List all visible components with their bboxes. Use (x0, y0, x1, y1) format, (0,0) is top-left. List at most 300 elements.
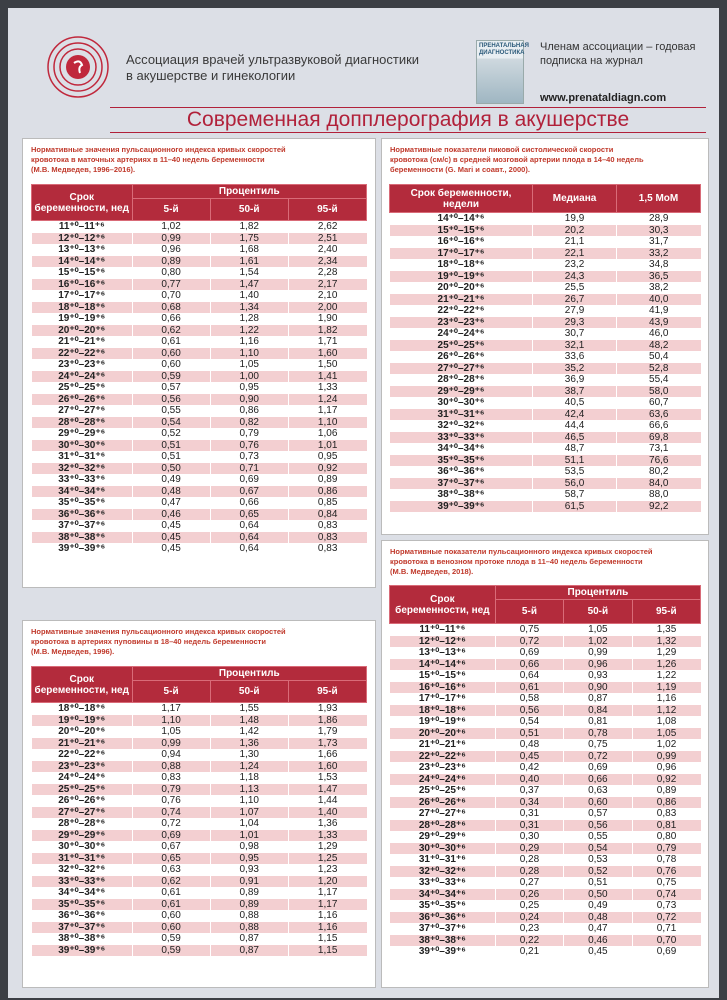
table-row (32, 945, 367, 957)
value-cell: 0,99 (632, 751, 700, 763)
term-cell: 13⁺⁰–13⁺⁶ (32, 244, 133, 256)
term-cell: 14⁺⁰–14⁺⁶ (390, 659, 496, 671)
value-cell: 66,6 (617, 420, 701, 432)
term-cell: 33⁺⁰–33⁺⁶ (32, 876, 133, 888)
value-cell: 0,40 (495, 774, 563, 786)
column-header-percentile: Процентиль (132, 185, 367, 199)
table-row (32, 405, 367, 417)
column-header-term: Срок беременности, недели (390, 185, 533, 213)
value-cell: 0,51 (132, 451, 210, 463)
column-header-p5: 5-й (495, 600, 563, 624)
value-cell: 1,05 (210, 359, 288, 371)
term-cell: 35⁺⁰–35⁺⁶ (390, 900, 496, 912)
table-row (390, 282, 701, 294)
value-cell: 1,10 (210, 795, 288, 807)
term-cell: 25⁺⁰–25⁺⁶ (32, 382, 133, 394)
value-cell: 1,93 (288, 703, 366, 715)
value-cell: 0,89 (288, 474, 366, 486)
value-cell: 0,64 (210, 520, 288, 532)
term-cell: 25⁺⁰–25⁺⁶ (390, 785, 496, 797)
value-cell: 21,1 (533, 236, 617, 248)
value-cell: 0,69 (632, 946, 700, 958)
term-cell: 22⁺⁰–22⁺⁶ (32, 348, 133, 360)
table-row (390, 693, 701, 705)
value-cell: 0,76 (132, 795, 210, 807)
value-cell: 0,96 (564, 659, 632, 671)
value-cell: 2,17 (288, 279, 366, 291)
term-cell: 39⁺⁰–39⁺⁶ (390, 501, 533, 513)
term-cell: 28⁺⁰–28⁺⁶ (390, 374, 533, 386)
value-cell: 0,69 (564, 762, 632, 774)
term-cell: 31⁺⁰–31⁺⁶ (32, 853, 133, 865)
value-cell: 0,61 (132, 336, 210, 348)
table-row (32, 451, 367, 463)
value-cell: 1,23 (288, 864, 366, 876)
value-cell: 0,54 (495, 716, 563, 728)
umbilical-artery-table (31, 666, 367, 956)
term-cell: 16⁺⁰–16⁺⁶ (390, 682, 496, 694)
value-cell: 63,6 (617, 409, 701, 421)
value-cell: 0,34 (495, 797, 563, 809)
mca-table (389, 184, 701, 512)
association-logo-icon (46, 35, 110, 99)
term-cell: 21⁺⁰–21⁺⁶ (390, 739, 496, 751)
value-cell: 61,5 (533, 501, 617, 513)
value-cell: 1,24 (210, 761, 288, 773)
term-cell: 17⁺⁰–17⁺⁶ (390, 248, 533, 260)
table-row (32, 267, 367, 279)
table-row (32, 749, 367, 761)
value-cell: 43,9 (617, 317, 701, 329)
table-row (390, 647, 701, 659)
value-cell: 19,9 (533, 213, 617, 225)
value-cell: 1,22 (210, 325, 288, 337)
value-cell: 1,29 (288, 841, 366, 853)
table-row (32, 933, 367, 945)
value-cell: 0,60 (132, 910, 210, 922)
value-cell: 0,82 (210, 417, 288, 429)
page-title: Современная допплерография в акушерстве (110, 107, 706, 133)
value-cell: 1,05 (564, 624, 632, 636)
table-row (390, 739, 701, 751)
column-header-p50: 50-й (210, 681, 288, 703)
value-cell: 73,1 (617, 443, 701, 455)
term-cell: 27⁺⁰–27⁺⁶ (390, 363, 533, 375)
table-row (390, 923, 701, 935)
term-cell: 34⁺⁰–34⁺⁶ (32, 486, 133, 498)
table-row (32, 922, 367, 934)
value-cell: 50,4 (617, 351, 701, 363)
table-row (32, 382, 367, 394)
value-cell: 2,00 (288, 302, 366, 314)
column-header-term: Срок беременности, нед (32, 185, 133, 221)
value-cell: 1,19 (632, 682, 700, 694)
table-row (390, 340, 701, 352)
term-cell: 21⁺⁰–21⁺⁶ (32, 738, 133, 750)
value-cell: 1,73 (288, 738, 366, 750)
value-cell: 1,02 (632, 739, 700, 751)
value-cell: 55,4 (617, 374, 701, 386)
term-cell: 17⁺⁰–17⁺⁶ (32, 290, 133, 302)
value-cell: 0,22 (495, 935, 563, 947)
table-row (390, 843, 701, 855)
value-cell: 69,8 (617, 432, 701, 444)
value-cell: 76,6 (617, 455, 701, 467)
term-cell: 15⁺⁰–15⁺⁶ (390, 225, 533, 237)
value-cell: 80,2 (617, 466, 701, 478)
value-cell: 0,28 (495, 866, 563, 878)
term-cell: 21⁺⁰–21⁺⁶ (32, 336, 133, 348)
uterine-artery-table (31, 184, 367, 555)
term-cell: 37⁺⁰–37⁺⁶ (32, 520, 133, 532)
value-cell: 0,90 (564, 682, 632, 694)
value-cell: 0,66 (210, 497, 288, 509)
term-cell: 23⁺⁰–23⁺⁶ (32, 359, 133, 371)
value-cell: 1,71 (288, 336, 366, 348)
value-cell: 0,57 (132, 382, 210, 394)
term-cell: 19⁺⁰–19⁺⁶ (32, 313, 133, 325)
value-cell: 1,47 (288, 784, 366, 796)
term-cell: 20⁺⁰–20⁺⁶ (32, 325, 133, 337)
value-cell: 0,71 (210, 463, 288, 475)
table-row (390, 225, 701, 237)
table-row (390, 854, 701, 866)
value-cell: 0,45 (564, 946, 632, 958)
term-cell: 14⁺⁰–14⁺⁶ (32, 256, 133, 268)
value-cell: 23,2 (533, 259, 617, 271)
value-cell: 0,51 (495, 728, 563, 740)
value-cell: 1,20 (288, 876, 366, 888)
value-cell: 0,72 (495, 636, 563, 648)
value-cell: 36,9 (533, 374, 617, 386)
table-row (390, 785, 701, 797)
term-cell: 17⁺⁰–17⁺⁶ (390, 693, 496, 705)
table-row (32, 486, 367, 498)
value-cell: 26,7 (533, 294, 617, 306)
value-cell: 1,36 (210, 738, 288, 750)
table-row (390, 820, 701, 832)
value-cell: 0,67 (210, 486, 288, 498)
table-row (390, 728, 701, 740)
value-cell: 60,7 (617, 397, 701, 409)
value-cell: 1,01 (210, 830, 288, 842)
table-row (32, 256, 367, 268)
term-cell: 11⁺⁰–11⁺⁶ (390, 624, 496, 636)
table-row (32, 233, 367, 245)
value-cell: 0,53 (564, 854, 632, 866)
table-row (32, 841, 367, 853)
table-row (390, 374, 701, 386)
table-row (32, 440, 367, 452)
mca-panel (381, 138, 709, 535)
term-cell: 21⁺⁰–21⁺⁶ (390, 294, 533, 306)
value-cell: 0,98 (210, 841, 288, 853)
value-cell: 1,16 (210, 336, 288, 348)
value-cell: 1,05 (632, 728, 700, 740)
value-cell: 0,27 (495, 877, 563, 889)
value-cell: 0,80 (632, 831, 700, 843)
value-cell: 0,99 (132, 233, 210, 245)
value-cell: 0,96 (632, 762, 700, 774)
value-cell: 20,2 (533, 225, 617, 237)
value-cell: 0,64 (210, 543, 288, 555)
value-cell: 0,56 (495, 705, 563, 717)
term-cell: 15⁺⁰–15⁺⁶ (32, 267, 133, 279)
table-row (390, 409, 701, 421)
umbilical-caption: Нормативные значения пульсационного индекса кривых скоростей кровотока в артериях пуповины в 18–40 недель беременности (М.В. Медведев, 1996). (31, 627, 286, 656)
value-cell: 0,54 (132, 417, 210, 429)
mca-table-body (390, 213, 701, 513)
ductus-caption: Нормативные показатели пульсационного индекса кривых скоростей кровотока в венозном протоке плода в 11–40 недель беременности (М.В. Медведев, 2018). (390, 547, 653, 576)
value-cell: 0,50 (564, 889, 632, 901)
value-cell: 1,33 (288, 830, 366, 842)
value-cell: 0,95 (210, 382, 288, 394)
table-row (32, 703, 367, 715)
term-cell: 28⁺⁰–28⁺⁶ (390, 820, 496, 832)
value-cell: 42,4 (533, 409, 617, 421)
term-cell: 27⁺⁰–27⁺⁶ (390, 808, 496, 820)
term-cell: 24⁺⁰–24⁺⁶ (32, 772, 133, 784)
column-header-p95: 95-й (632, 600, 700, 624)
value-cell: 0,93 (564, 670, 632, 682)
value-cell: 0,48 (132, 486, 210, 498)
value-cell: 0,88 (210, 922, 288, 934)
value-cell: 40,5 (533, 397, 617, 409)
table-row (32, 830, 367, 842)
value-cell: 92,2 (617, 501, 701, 513)
table-row (390, 797, 701, 809)
term-cell: 29⁺⁰–29⁺⁶ (390, 831, 496, 843)
term-cell: 15⁺⁰–15⁺⁶ (390, 670, 496, 682)
term-cell: 30⁺⁰–30⁺⁶ (390, 843, 496, 855)
value-cell: 0,52 (132, 428, 210, 440)
term-cell: 33⁺⁰–33⁺⁶ (390, 877, 496, 889)
value-cell: 0,59 (132, 371, 210, 383)
value-cell: 1,17 (132, 703, 210, 715)
table-row (32, 290, 367, 302)
value-cell: 0,55 (564, 831, 632, 843)
term-cell: 12⁺⁰–12⁺⁶ (32, 233, 133, 245)
value-cell: 1,35 (632, 624, 700, 636)
value-cell: 0,71 (632, 923, 700, 935)
term-cell: 34⁺⁰–34⁺⁶ (32, 887, 133, 899)
table-row (32, 784, 367, 796)
term-cell: 19⁺⁰–19⁺⁶ (390, 271, 533, 283)
term-cell: 16⁺⁰–16⁺⁶ (390, 236, 533, 248)
table-row (390, 489, 701, 501)
value-cell: 0,66 (132, 313, 210, 325)
term-cell: 39⁺⁰–39⁺⁶ (390, 946, 496, 958)
table-row (32, 532, 367, 544)
value-cell: 0,61 (132, 899, 210, 911)
table-row (32, 244, 367, 256)
table-row (32, 543, 367, 555)
term-cell: 14⁺⁰–14⁺⁶ (390, 213, 533, 225)
value-cell: 0,87 (564, 693, 632, 705)
column-header-median: Медиана (533, 185, 617, 213)
value-cell: 0,76 (210, 440, 288, 452)
value-cell: 1,60 (288, 761, 366, 773)
table-row (390, 478, 701, 490)
term-cell: 18⁺⁰–18⁺⁶ (390, 259, 533, 271)
poster (8, 8, 719, 998)
value-cell: 24,3 (533, 271, 617, 283)
value-cell: 1,68 (210, 244, 288, 256)
table-row (390, 659, 701, 671)
term-cell: 11⁺⁰–11⁺⁶ (32, 221, 133, 233)
term-cell: 32⁺⁰–32⁺⁶ (390, 420, 533, 432)
table-row (390, 889, 701, 901)
value-cell: 84,0 (617, 478, 701, 490)
value-cell: 0,88 (132, 761, 210, 773)
term-cell: 36⁺⁰–36⁺⁶ (32, 509, 133, 521)
value-cell: 38,2 (617, 282, 701, 294)
table-row (390, 946, 701, 958)
term-cell: 25⁺⁰–25⁺⁶ (32, 784, 133, 796)
value-cell: 1,02 (132, 221, 210, 233)
value-cell: 0,92 (288, 463, 366, 475)
value-cell: 30,7 (533, 328, 617, 340)
value-cell: 1,36 (288, 818, 366, 830)
value-cell: 40,0 (617, 294, 701, 306)
value-cell: 1,05 (132, 726, 210, 738)
value-cell: 0,60 (132, 348, 210, 360)
table-row (32, 520, 367, 532)
table-row (32, 313, 367, 325)
value-cell: 1,17 (288, 405, 366, 417)
value-cell: 0,51 (564, 877, 632, 889)
term-cell: 18⁺⁰–18⁺⁶ (32, 302, 133, 314)
journal-cover: ПРЕНАТАЛЬНАЯ ДИАГНОСТИКА (476, 40, 524, 104)
term-cell: 32⁺⁰–32⁺⁶ (32, 864, 133, 876)
value-cell: 0,89 (632, 785, 700, 797)
term-cell: 24⁺⁰–24⁺⁶ (390, 774, 496, 786)
term-cell: 36⁺⁰–36⁺⁶ (32, 910, 133, 922)
table-row (390, 682, 701, 694)
table-row (32, 497, 367, 509)
term-cell: 23⁺⁰–23⁺⁶ (390, 317, 533, 329)
value-cell: 1,79 (288, 726, 366, 738)
value-cell: 0,59 (132, 933, 210, 945)
value-cell: 0,75 (564, 739, 632, 751)
umbilical-artery-panel (22, 620, 376, 988)
table-row (32, 394, 367, 406)
value-cell: 31,7 (617, 236, 701, 248)
value-cell: 0,67 (132, 841, 210, 853)
value-cell: 1,61 (210, 256, 288, 268)
ductus-venosus-panel (381, 540, 709, 988)
term-cell: 20⁺⁰–20⁺⁶ (390, 728, 496, 740)
table-row (32, 279, 367, 291)
subscription-note: Членам ассоциации – годовая подписка на журнал (540, 41, 696, 67)
value-cell: 0,23 (495, 923, 563, 935)
table-row (390, 751, 701, 763)
term-cell: 29⁺⁰–29⁺⁶ (32, 428, 133, 440)
term-cell: 23⁺⁰–23⁺⁶ (32, 761, 133, 773)
value-cell: 1,40 (288, 807, 366, 819)
value-cell: 0,68 (132, 302, 210, 314)
uterine-table-body (32, 221, 367, 555)
term-cell: 37⁺⁰–37⁺⁶ (32, 922, 133, 934)
value-cell: 0,65 (210, 509, 288, 521)
value-cell: 0,95 (210, 853, 288, 865)
term-cell: 27⁺⁰–27⁺⁶ (32, 807, 133, 819)
table-row (390, 624, 701, 636)
value-cell: 25,5 (533, 282, 617, 294)
table-row (390, 363, 701, 375)
value-cell: 2,28 (288, 267, 366, 279)
value-cell: 1,33 (288, 382, 366, 394)
website-link: www.prenataldiagn.com (540, 92, 667, 104)
value-cell: 58,0 (617, 386, 701, 398)
column-header-p95: 95-й (288, 199, 366, 221)
table-row (390, 877, 701, 889)
value-cell: 1,32 (632, 636, 700, 648)
mca-caption: Нормативные показатели пиковой систолической скорости кровотока (см/с) в средней мозговой артерии плода в 14–40 недель беременности (G. Mari и соавт., 2000). (390, 145, 644, 174)
value-cell: 0,31 (495, 820, 563, 832)
value-cell: 0,80 (132, 267, 210, 279)
table-row (390, 236, 701, 248)
value-cell: 0,54 (564, 843, 632, 855)
value-cell: 0,48 (495, 739, 563, 751)
value-cell: 33,6 (533, 351, 617, 363)
column-header-p50: 50-й (564, 600, 632, 624)
value-cell: 1,26 (632, 659, 700, 671)
value-cell: 0,56 (132, 394, 210, 406)
value-cell: 32,1 (533, 340, 617, 352)
value-cell: 0,77 (132, 279, 210, 291)
value-cell: 0,83 (288, 543, 366, 555)
table-row (390, 328, 701, 340)
column-header-percentile: Процентиль (132, 667, 367, 681)
table-row (390, 443, 701, 455)
value-cell: 0,49 (132, 474, 210, 486)
value-cell: 22,1 (533, 248, 617, 260)
value-cell: 0,83 (132, 772, 210, 784)
term-cell: 39⁺⁰–39⁺⁶ (32, 945, 133, 957)
value-cell: 0,58 (495, 693, 563, 705)
value-cell: 0,89 (210, 899, 288, 911)
value-cell: 0,84 (564, 705, 632, 717)
term-cell: 18⁺⁰–18⁺⁶ (32, 703, 133, 715)
value-cell: 0,49 (564, 900, 632, 912)
table-row (32, 428, 367, 440)
value-cell: 0,62 (132, 876, 210, 888)
value-cell: 1,24 (288, 394, 366, 406)
column-header-percentile: Процентиль (495, 586, 700, 600)
value-cell: 1,34 (210, 302, 288, 314)
table-row (390, 636, 701, 648)
value-cell: 0,89 (132, 256, 210, 268)
ductus-venosus-table (389, 585, 701, 958)
value-cell: 0,76 (632, 866, 700, 878)
value-cell: 0,83 (288, 532, 366, 544)
term-cell: 34⁺⁰–34⁺⁶ (390, 889, 496, 901)
value-cell: 1,40 (210, 290, 288, 302)
term-cell: 22⁺⁰–22⁺⁶ (32, 749, 133, 761)
value-cell: 0,57 (564, 808, 632, 820)
value-cell: 1,00 (210, 371, 288, 383)
table-row (390, 213, 701, 225)
value-cell: 1,13 (210, 784, 288, 796)
table-row (390, 705, 701, 717)
table-row (32, 221, 367, 233)
value-cell: 1,44 (288, 795, 366, 807)
value-cell: 0,73 (210, 451, 288, 463)
value-cell: 1,41 (288, 371, 366, 383)
term-cell: 19⁺⁰–19⁺⁶ (32, 715, 133, 727)
column-header-mom: 1,5 МоМ (617, 185, 701, 213)
